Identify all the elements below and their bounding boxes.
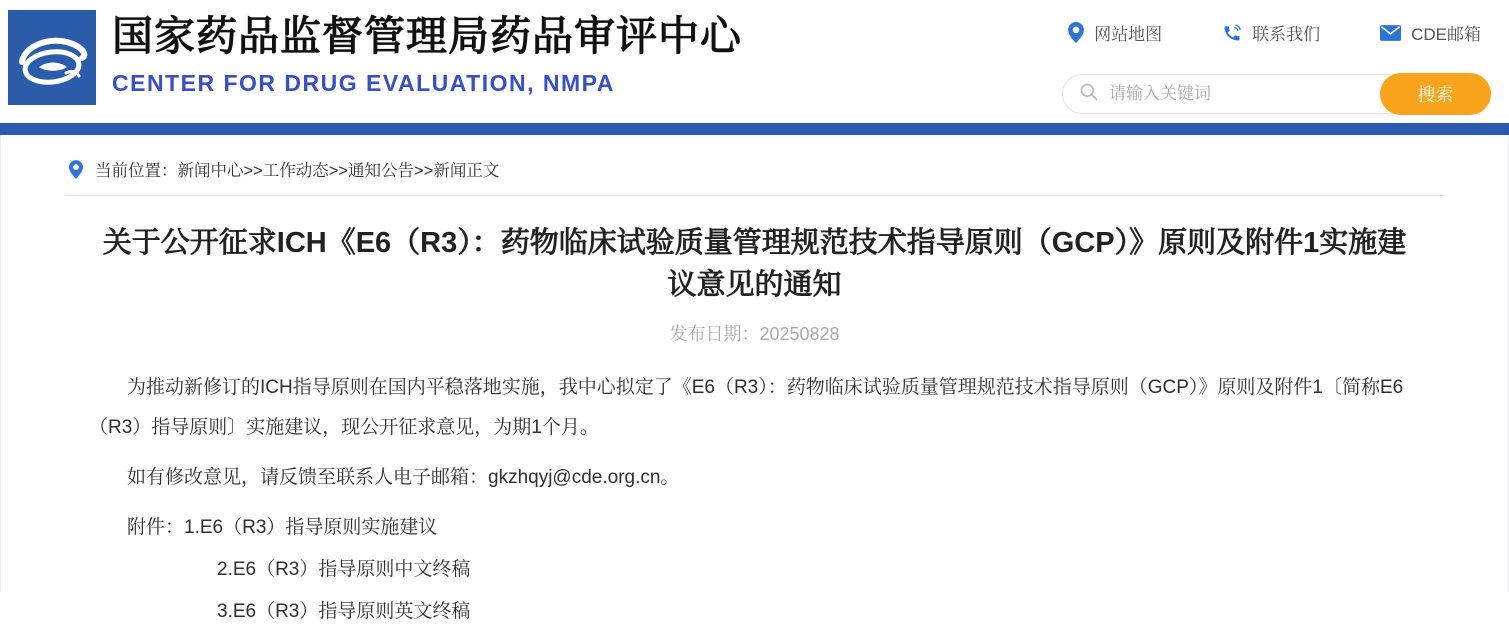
attachment-link-1[interactable]: 1.E6（R3）指导原则实施建议 [184, 517, 438, 539]
envelope-icon [1380, 25, 1401, 41]
site-header [0, 0, 1509, 123]
breadcrumb-separator [65, 195, 1444, 196]
cde-logo [8, 10, 96, 105]
sitemap-link[interactable] [1068, 20, 1162, 45]
search-icon [1079, 82, 1099, 107]
search-area [1062, 73, 1491, 115]
article-paragraph-email: 如有修改意见，请反馈至联系人电子邮箱：gkzhqyj@cde.org.cn。 [127, 467, 680, 489]
location-pin-icon [1068, 22, 1084, 43]
site-title-english: CENTER FOR DRUG EVALUATION, NMPA [112, 70, 615, 97]
article-paragraph: 为推动新修订的ICH指导原则在国内平稳落地实施，我中心拟定了《E6（R3）：药物临床试验质量管理规范技术指导原则（GCP）》原则及附件1〔简称E6（R3）指导原则〕实施建议，现公开征求意见，为期1个月。 [89, 377, 1404, 439]
breadcrumb [1, 135, 1508, 181]
breadcrumb-path[interactable]: 新闻中心>>工作动态>>通知公告>>新闻正文 [177, 162, 500, 180]
brand-block [112, 12, 742, 97]
attachment-row [89, 508, 1413, 548]
contact-link-label: 联系我们 [1252, 25, 1321, 44]
publish-date: 发布日期：20250828 [669, 324, 840, 345]
article-title: 关于公开征求ICH《E6（R3）：药物临床试验质量管理规范技术指导原则（GCP）》原则及附件1实施建议意见的通知 [102, 227, 1407, 302]
breadcrumb-pin-icon [69, 160, 83, 179]
attachment-link-2[interactable]: 2.E6（R3）指导原则中文终稿 [217, 559, 471, 581]
main-content [0, 135, 1509, 623]
header-divider-bar [0, 123, 1509, 135]
attachments-list [89, 508, 1413, 632]
site-title-chinese: 国家药品监督管理局药品审评中心 [112, 13, 742, 59]
mailbox-link[interactable] [1380, 20, 1481, 45]
article-body [89, 368, 1413, 632]
contact-link[interactable] [1222, 20, 1320, 45]
header-utility-links [1068, 20, 1481, 45]
sitemap-link-label: 网站地图 [1094, 25, 1163, 44]
breadcrumb-prefix: 当前位置： [95, 162, 178, 180]
mailbox-link-label: CDE邮箱 [1411, 25, 1481, 44]
search-button[interactable]: 搜索 [1380, 73, 1491, 115]
attachments-label: 附件： [127, 517, 185, 539]
search-input[interactable] [1109, 84, 1359, 104]
phone-icon [1222, 23, 1242, 43]
attachment-link-3[interactable]: 3.E6（R3）指导原则英文终稿 [217, 601, 471, 623]
